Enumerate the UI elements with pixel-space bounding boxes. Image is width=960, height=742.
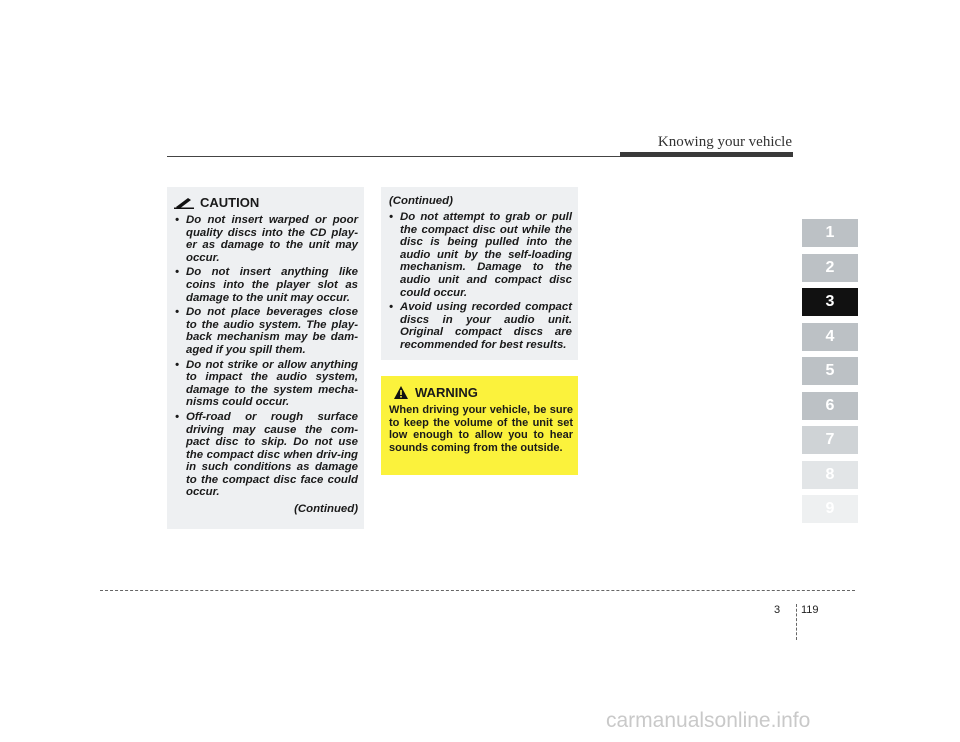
chapter-tab-9[interactable]: 9 [802, 495, 858, 523]
footer-dashed-rule [100, 590, 855, 591]
header-accent-bar [620, 152, 793, 157]
caution-item: • Do not place beverages close to the audio system. The play-back mechanism may be dam-aged if you spill them. [175, 306, 358, 356]
continued-caution-list [381, 211, 578, 352]
chapter-tab-2[interactable]: 2 [802, 254, 858, 282]
continued-label: (Continued) [389, 195, 453, 207]
pencil-icon [174, 197, 194, 209]
watermark: carmanualsonline.info [606, 709, 811, 732]
caution-box [167, 187, 364, 529]
chapter-tab-4[interactable]: 4 [802, 323, 858, 351]
header-title: Knowing your vehicle [657, 134, 792, 150]
page-chapter: 3 [774, 604, 781, 616]
chapter-tab-1[interactable]: 1 [802, 219, 858, 247]
caution-item: • Do not strike or allow anything to impact the audio system, damage to the system mecha-nisms could occur. [175, 359, 358, 409]
warning-triangle-icon [394, 386, 408, 399]
continued-caution-box [381, 187, 578, 360]
chapter-tab-5[interactable]: 5 [802, 357, 858, 385]
caution-item: • Do not insert anything like coins into the player slot as damage to the unit may occur. [175, 266, 358, 304]
chapter-tabs [802, 219, 858, 530]
caution-heading [167, 187, 364, 210]
caution-continued: (Continued) [294, 503, 358, 516]
footer-divider [796, 604, 797, 640]
caution-list [167, 214, 364, 499]
warning-heading [381, 376, 578, 400]
chapter-tab-6[interactable]: 6 [802, 392, 858, 420]
caution-heading-label: CAUTION [200, 195, 260, 210]
warning-box [381, 376, 578, 475]
page-number: 119 [801, 604, 819, 616]
caution-item: • Off-road or rough surface driving may cause the com-pact disc to skip. Do not use the compact disc when driv-ing in such conditions as damage to the compact disc face could occur. [175, 411, 358, 499]
warning-text: When driving your vehicle, be sure to keep the volume of the unit set low enough to allow you to hear sounds coming from the outside. [389, 404, 573, 454]
warning-heading-label: WARNING [415, 385, 478, 400]
chapter-tab-7[interactable]: 7 [802, 426, 858, 454]
caution-item: • Avoid using recorded compact discs in your audio unit. Original compact discs are recommended for best results. [389, 301, 572, 351]
caution-item: • Do not insert warped or poor quality discs into the CD play-er as damage to the unit may occur. [175, 214, 358, 264]
caution-item: • Do not attempt to grab or pull the compact disc out while the disc is being pulled into the audio unit by the self-loading mechanism. Damage to the audio unit and compact disc could occur. [389, 211, 572, 299]
chapter-tab-8[interactable]: 8 [802, 461, 858, 489]
chapter-tab-3[interactable]: 3 [802, 288, 858, 316]
